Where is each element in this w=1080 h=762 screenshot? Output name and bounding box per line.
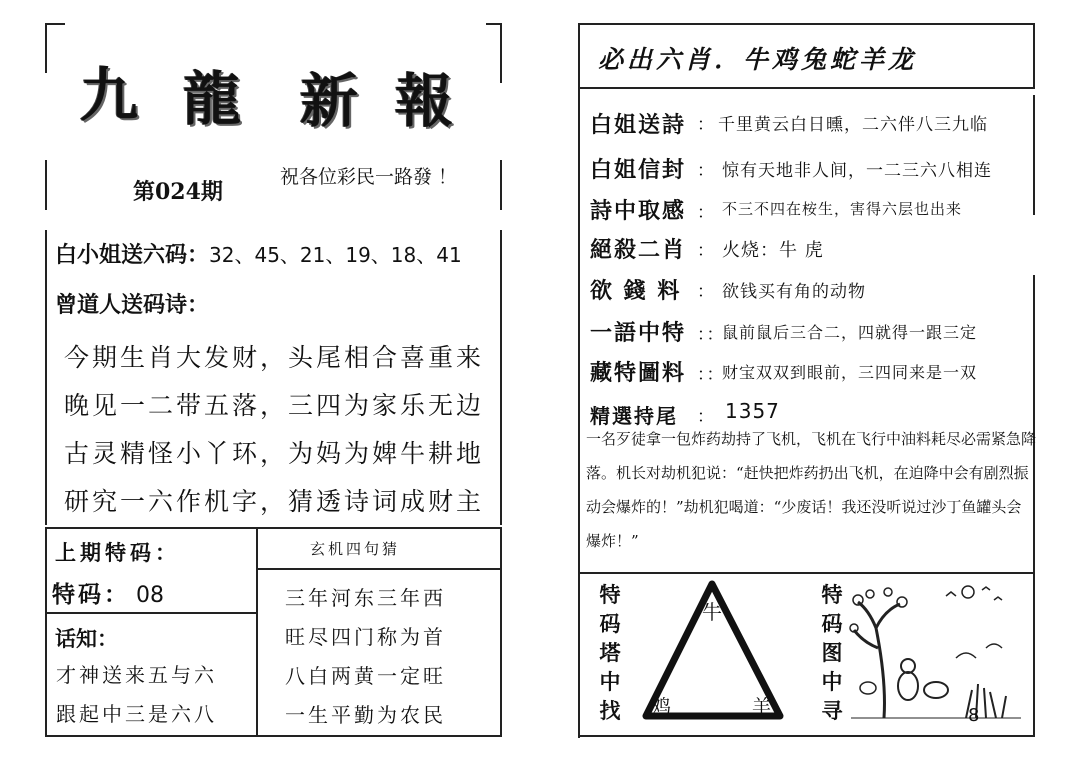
picture-number: 8: [968, 705, 980, 726]
six-codes-label: 白小姐送六码：: [55, 243, 210, 268]
row-label: 欲 錢 料: [590, 279, 682, 304]
tower-side-char: 塔: [599, 640, 621, 665]
picture-side-char: 中: [821, 669, 843, 694]
riddle-line: 一生平勤为农民: [285, 703, 446, 727]
masthead-char: 九: [80, 61, 139, 129]
joke-story: [586, 422, 1036, 558]
row-text: 欲钱买有角的动物: [722, 282, 866, 302]
saying-title: 话知：: [55, 626, 118, 651]
tower-side-char: 码: [599, 611, 621, 636]
poem-line: 古灵精怪小丫环，为妈为婢牛耕地: [64, 439, 485, 468]
special-code-label: 特码：: [52, 582, 130, 608]
tower-side-char: 找: [599, 698, 621, 723]
tower-side-char: 中: [599, 669, 621, 694]
tower-side-text: [596, 580, 624, 725]
row-label: 絕殺二肖: [590, 238, 687, 263]
tower-side-char: 特: [599, 582, 621, 607]
row-sep: ：: [697, 203, 715, 223]
masthead-char: 報: [395, 67, 454, 135]
row-sep: ：: [697, 407, 715, 427]
masthead-char: 龍: [183, 65, 242, 133]
picture-side-char: 码: [821, 611, 843, 636]
story-text: 一名歹徒拿一包炸药劫持了飞机，飞机在飞行中油料耗尽必需紧急降落。机长对劫机犯说：“赶快把炸药扔出飞机，在迫降中会有剧烈振动会爆炸的！”劫机犯喝道：“少废话！我还没听说过沙丁鱼罐头会爆炸！”: [586, 430, 1037, 550]
greeting: 祝各位彩民一路發 ！: [280, 166, 458, 188]
picture-side-char: 特: [821, 582, 843, 607]
row-text: 火烧：牛 虎: [722, 240, 824, 261]
poem-line: 晚见一二带五落，三四为家乐无边: [64, 391, 485, 420]
row-text: 1357: [725, 399, 780, 423]
riddle-line: 八白两黄一定旺: [285, 664, 446, 688]
saying-line: 才神送来五与六: [56, 663, 217, 687]
row-text: 鼠前鼠后三合二，四就得一跟三定: [722, 323, 978, 342]
row-sep: ：: [697, 282, 715, 302]
picture-side-char: 图: [821, 640, 843, 665]
row-sep: ：：: [697, 325, 725, 345]
saying-line: 跟起中三是六八: [56, 702, 217, 726]
masthead-char: 新: [300, 67, 359, 135]
row-text: 不三不四在桉生，害得六层也出来: [722, 200, 963, 218]
row-text: 千里黄云白日曛，二六伴八三九临: [718, 115, 988, 135]
row-text: 财宝双双到眼前，三四同来是一双: [722, 363, 978, 382]
tower-left-label: 鸡: [652, 696, 672, 718]
picture-side-char: 寻: [821, 698, 843, 723]
row-label: 精選持尾: [590, 404, 678, 428]
poem-line: 今期生肖大发财，头尾相合喜重来: [64, 343, 485, 372]
riddle-line: 旺尽四门称为首: [285, 625, 446, 649]
issue-number: 第024期: [133, 179, 223, 205]
row-label: 一語中特: [590, 321, 687, 346]
poem-title: 曾道人送码诗：: [55, 293, 210, 318]
tower-right-label: 羊: [752, 696, 772, 718]
picture-side-text: [818, 580, 846, 725]
row-text: 惊有天地非人间，一二三六八相连: [722, 161, 992, 181]
headline: 必出六肖．牛鸡兔蛇羊龙: [598, 45, 918, 74]
puzzle-illustration: [846, 578, 1026, 728]
six-codes-value: 32、45、21、19、18、41: [209, 243, 462, 267]
row-sep: ：: [697, 161, 715, 181]
special-code-value: 08: [136, 583, 164, 608]
poem-line: 研究一六作机字，猜透诗词成财主: [64, 487, 485, 516]
row-label: 白姐信封: [590, 158, 687, 183]
tower-top-label: 牛: [702, 600, 722, 624]
riddle-line: 三年河东三年西: [285, 586, 446, 610]
row-sep: ：: [697, 115, 715, 135]
riddle-title: 玄机四句猜: [310, 540, 401, 558]
row-sep: ：: [697, 241, 715, 261]
last-issue-title: 上期特码：: [55, 540, 180, 565]
row-label: 藏特圖料: [590, 361, 687, 386]
row-label: 白姐送詩: [590, 113, 687, 138]
row-sep: ：：: [697, 365, 725, 385]
row-label: 詩中取感: [590, 199, 687, 224]
